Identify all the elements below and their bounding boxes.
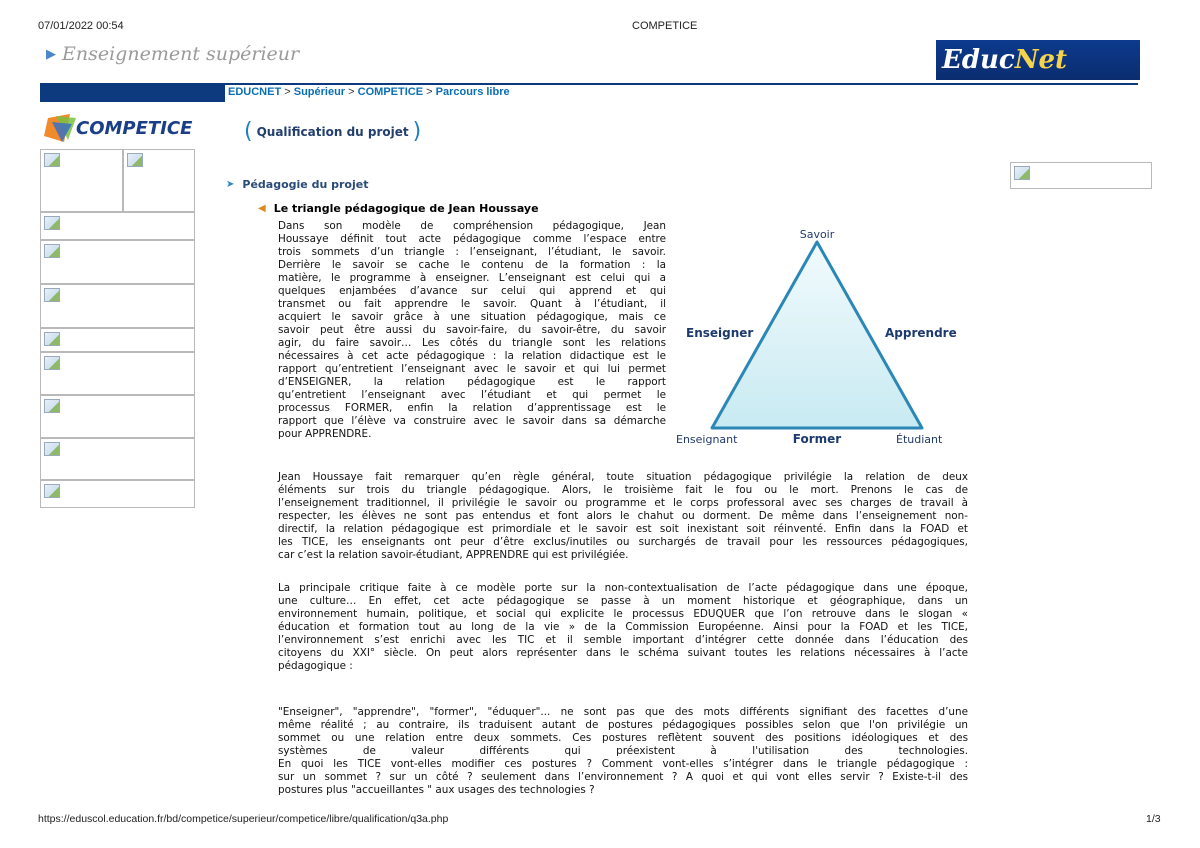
right-image[interactable] [1010,162,1152,189]
print-url: https://eduscol.education.fr/bd/competice/superieur/competice/libre/qualification/q3a.php [38,813,449,825]
print-page-number: 1/3 [1146,813,1161,825]
paragraph-2 [278,471,968,562]
pedagogic-triangle [674,224,958,450]
text-line: savoir peut être aussi du savoir-faire, du savoir-être, du savoir [278,324,666,336]
sidebar-image[interactable] [40,328,195,352]
text-line: systèmes de valeur différents qui préexistent à l'utilisation des technologies. [278,745,968,757]
text-line: acquiert le savoir grâce à une situation pédagogique, mais ce [278,311,666,323]
vertex-etudiant: Étudiant [896,433,943,446]
sidebar-image[interactable] [40,480,195,508]
section-heading [226,178,368,191]
breadcrumb-competice[interactable]: COMPETICE [357,86,424,98]
competice-logo[interactable] [42,112,202,144]
broken-image-icon [44,244,60,258]
broken-image-icon [127,153,143,167]
sidebar-image[interactable] [40,352,195,395]
text-line: "Enseigner", "apprendre", "former", "éduquer"... ne sont pas que des mots différents signifiant des facettes d’une [278,706,968,718]
page-heading [244,119,421,144]
text-line: matière, le programme à enseigner. L’enseignant est celui qui a [278,272,666,284]
text-line: respecter, les élèves ne sont pas entendus et font alors le chahut ou dorment. De même dans l’enseignement non- [278,510,968,522]
broken-image-icon [44,216,60,230]
breadcrumb-sep: > [284,86,291,98]
breadcrumb-educnet[interactable]: EDUCNET [228,86,282,98]
broken-image-icon [44,356,60,370]
text-line: même réalité ; au contraire, ils traduisent autant de postures pédagogiques possibles selon que l'on privilégie un [278,719,968,731]
broken-image-icon [44,399,60,413]
broken-image-icon [44,288,60,302]
paren-open-icon: ( [244,119,253,144]
broken-image-icon [44,442,60,456]
site-title: Enseignement supérieur [62,43,300,65]
text-line: une culture… En effet, cet acte pédagogique se passe à un moment historique et géographique, dans un [278,595,968,607]
site-header [46,43,299,65]
educnet-logo[interactable] [936,40,1140,80]
paragraph-3 [278,582,968,673]
broken-image-icon [1014,166,1030,180]
text-line: rapport qu’entretient l’enseignant avec le savoir et qui lui permet [278,363,666,375]
vertex-enseignant: Enseignant [676,433,738,446]
text-line: trois sommets d’un triangle : l’enseignant, l’étudiant, le savoir. [278,246,666,258]
text-line: pour APPRENDRE. [278,428,372,440]
breadcrumb-sep: > [426,86,433,98]
text-line: car c’est la relation savoir-étudiant, APPRENDRE qui est privilégiée. [278,549,629,561]
section-text: Pédagogie du projet [242,178,369,191]
side-enseigner: Enseigner [686,326,754,340]
text-line: Houssaye définit tout acte pédagogique comme l’espace entre [278,233,666,245]
breadcrumb-sep: > [348,86,355,98]
subsection-text: Le triangle pédagogique de Jean Houssaye [273,202,539,215]
side-former: Former [792,432,842,446]
nav-bar-line [214,83,1138,85]
text-line: environnement humain, politique, et social qui explicite le processus EDUQUER que l’on retrouve dans le slogan « [278,608,968,620]
sidebar-image[interactable] [40,395,195,438]
logo-text-net: Net [1014,45,1068,75]
text-line: En quoi les TICE vont-elles modifier ces postures ? Comment vont-elles s’intégrer dans le triangle pédagogique : [278,758,968,770]
text-line: éducation et formation tout au long de la vie » de la Commission Européenne. Ainsi pour la FOAD et les TICE, [278,621,968,633]
text-line: directif, la relation pédagogique est primordiale et le savoir est soit inexistant soit réinventé. Enfin dans la FOAD et [278,523,968,535]
text-line: quelques enjambées d’avance sur celui qui apprend et qui [278,285,666,297]
text-line: transmet ou fait apprendre le savoir. Quant à l’étudiant, il [278,298,666,310]
text-line: les TICE, les enseignants ont peur d’être exclus/inutiles ou surchargés de travail pour les ressources pédagogiques, [278,536,968,548]
paragraph-4 [278,706,968,797]
text-line: citoyens du XXI° siècle. On peut alors représenter dans le schéma suivant toutes les relations nécessaires à l’acte [278,647,968,659]
text-line: postures plus "accueillantes " aux usages des technologies ? [278,784,595,796]
breadcrumb-superieur[interactable]: Supérieur [293,86,346,98]
text-line: Derrière le savoir se cache le contenu de la formation : la [278,259,666,271]
arrow-right-icon: ▶ [46,46,56,62]
text-line: pédagogique : [278,660,353,672]
nav-bar-dark [40,83,225,102]
text-line: l’environnement s’est enrichi avec les TIC et il semble important d’intégrer cette donnée dans l’éducation des [278,634,968,646]
subsection-heading [258,202,539,215]
text-line: Dans son modèle de compréhension pédagogique, Jean [278,220,666,232]
speaker-bullet-icon: ◀ [258,203,266,214]
text-line: nécessaires à cet acte pédagogique : la relation didactique est le [278,350,666,362]
intro-paragraph [278,220,666,441]
text-line: La principale critique faite à ce modèle porte sur la non-contextualisation de l’acte pédagogique dans une époque, [278,582,968,594]
breadcrumb-parcours-libre[interactable]: Parcours libre [435,86,510,98]
arrow-bullet-icon: ➤ [226,179,235,190]
text-line: processus FORMER, enfin la relation d’apprentissage est le [278,402,666,414]
paren-close-icon: ) [412,119,422,144]
breadcrumb [228,86,510,98]
broken-image-icon [44,153,60,167]
logo-text-educ: Educ [942,45,1015,75]
sidebar-image[interactable] [40,284,195,328]
print-datetime: 07/01/2022 00:54 [38,20,124,32]
text-line: qu’entretient l’enseignant avec l’étudiant et qui permet le [278,389,666,401]
text-line: l’enseignement traditionnel, il privilégie le savoir ou programme et le corps professoral avec ses charges de travail à [278,497,968,509]
broken-image-icon [44,332,60,346]
text-line: Jean Houssaye fait remarquer qu’en règle général, toute situation pédagogique privilégie la relation de deux [278,471,968,483]
sidebar-image[interactable] [40,149,123,212]
sidebar-image[interactable] [123,149,195,212]
text-line: agir, du faire savoir… Les côtés du triangle sont les relations [278,337,666,349]
print-page-title: COMPETICE [632,20,698,32]
page-heading-text: Qualification du projet [256,124,409,139]
text-line: éléments sur trois du triangle pédagogique. Alors, le troisième fait le fou ou le mort. Prenons le cas de [278,484,968,496]
text-line: rapport que l’élève va construire avec le savoir dans sa démarche [278,415,666,427]
text-line: sommet ou une relation entre deux sommets. Ces postures reflètent souvent des positions idéologiques et des [278,732,968,744]
vertex-savoir: Savoir [799,228,835,241]
sidebar-image[interactable] [40,240,195,284]
competice-brand-text: COMPETICE [76,118,193,139]
text-line: d’ENSEIGNER, la relation pédagogique est le rapport [278,376,666,388]
broken-image-icon [44,484,60,498]
side-apprendre: Apprendre [885,326,957,340]
sidebar-image[interactable] [40,438,195,480]
text-line: sur un sommet ? sur un côté ? seulement dans l’environnement ? A quoi et qui vont elles servir ? Existe-t-il des [278,771,968,783]
sidebar-image[interactable] [40,212,195,240]
